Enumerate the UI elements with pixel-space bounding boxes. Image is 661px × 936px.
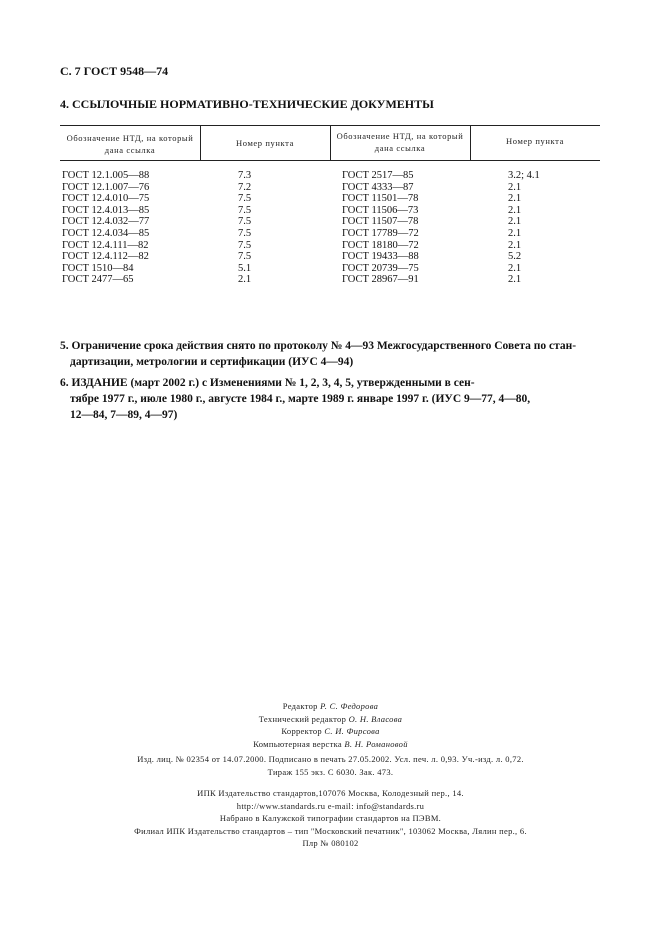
table-cell: ГОСТ 12.4.010—75	[62, 193, 150, 205]
paragraph-line: 12—84, 7—89, 4—97)	[70, 409, 178, 421]
publisher-block	[0, 787, 661, 850]
table-cell: ГОСТ 12.1.007—76	[62, 181, 150, 193]
table-cell: ГОСТ 11501—78	[342, 193, 419, 205]
branch-line: Филиал ИПК Издательство стандартов – тип "Московский печатник", 103062 Москва, Лялин пер., 6.	[134, 825, 527, 836]
corrector-name: С. И. Фирсова	[324, 726, 380, 736]
table-cell: ГОСТ 4333—87	[342, 181, 414, 193]
editor-name: Р. С. Федорова	[320, 701, 379, 711]
table-cell: 2.1	[238, 274, 252, 286]
table-cell: ГОСТ 28967—91	[342, 274, 419, 286]
table-cell: 7.3	[238, 170, 252, 181]
table-cell: ГОСТ 12.4.013—85	[62, 204, 150, 216]
table-cell: ГОСТ 2517—85	[342, 170, 414, 181]
typeset-line: Набрано в Калужской типографии стандартов на ПЭВМ.	[219, 813, 442, 823]
table-cell: 2.1	[508, 274, 522, 286]
paragraph-line: 6. ИЗДАНИЕ (март 2002 г.) с Изменениями № 1, 2, 3, 4, 5, утвержденными в сен-	[60, 377, 475, 389]
table-cell: ГОСТ 11507—78	[342, 216, 419, 228]
table-cell: ГОСТ 20739—75	[342, 262, 419, 274]
header-item-left: Номер пункта	[236, 138, 294, 148]
table-cell: 2.1	[508, 193, 522, 205]
reference-documents-table	[60, 125, 600, 321]
paragraph-line: тябре 1977 г., июле 1980 г., августе 1984 г., марте 1989 г. январе 1997 г. (ИУС 9—77, 4—80,	[70, 393, 531, 405]
right-doc-column	[342, 170, 419, 286]
table-cell: 2.1	[508, 239, 522, 251]
layout-name: В. Н. Романовой	[344, 738, 408, 749]
table-cell: 2.1	[508, 204, 522, 216]
tech-editor-line: Технический редактор О. Н. Власова	[258, 713, 403, 724]
tech-editor-name: О. Н. Власова	[348, 713, 403, 724]
table-cell: ГОСТ 1510—84	[62, 262, 134, 274]
table-cell: ГОСТ 19433—88	[342, 251, 419, 263]
section-5-paragraph	[60, 338, 620, 370]
table-cell: 7.5	[238, 193, 252, 205]
table-cell: 7.5	[238, 251, 252, 263]
publisher-line: ИПК Издательство стандартов,107076 Москва, Колодезный пер., 14.	[197, 788, 464, 798]
table-cell: 7.2	[238, 181, 252, 193]
credits-block	[0, 700, 661, 750]
table-cell: 2.1	[508, 227, 522, 239]
section-4-title: 4. ССЫЛОЧНЫЕ НОРМАТИВНО-ТЕХНИЧЕСКИЕ ДОКУМЕНТЫ	[60, 97, 434, 111]
left-item-column	[238, 170, 251, 286]
header-designation-right: Обозначение НТД, на который дана ссылка	[336, 131, 464, 153]
page-header: С. 7 ГОСТ 9548—74	[60, 64, 169, 78]
table-cell: ГОСТ 11506—73	[342, 204, 419, 216]
web-line: http://www.standards.ru e-mail: info@standards.ru	[236, 800, 425, 811]
table-cell: 2.1	[508, 216, 522, 228]
section-6-paragraph	[60, 375, 620, 423]
table-cell: 7.5	[238, 239, 252, 251]
plr-line: Плр № 080102	[302, 838, 359, 848]
table-cell: 7.5	[238, 216, 252, 228]
table-cell: ГОСТ 17789—72	[342, 227, 419, 239]
table-cell: ГОСТ 12.1.005—88	[62, 170, 150, 181]
table-cell: 5.1	[238, 262, 252, 274]
table-cell: 3.2; 4.1	[508, 170, 540, 181]
paragraph-line: 5. Ограничение срока действия снято по протоколу № 4—93 Межгосударственного Совета по стан-	[60, 340, 577, 352]
table-cell: 5.2	[508, 251, 522, 263]
paragraph-line: дартизации, метрологии и сертификации (ИУС 4—94)	[70, 356, 354, 368]
table-cell: ГОСТ 12.4.032—77	[62, 216, 150, 228]
table-cell: ГОСТ 12.4.034—85	[62, 227, 150, 239]
table-cell: 7.5	[238, 204, 252, 216]
print-details	[0, 753, 661, 778]
left-doc-column	[62, 170, 149, 286]
corrector-line: Корректор С. И. Фирсова	[281, 726, 380, 736]
layout-line: Компьютерная верстка В. Н. Романовой	[253, 738, 408, 749]
license-line: Изд. лиц. № 02354 от 14.07.2000. Подписано в печать 27.05.2002. Усл. печ. л. 0,93. Уч.-изд. л. 0,72.	[137, 754, 524, 764]
print-run-line: Тираж 155 экз. С 6030. Зак. 473.	[267, 766, 394, 777]
table-divider	[330, 125, 331, 160]
right-item-column	[508, 170, 540, 286]
header-item-right: Номер пункта	[506, 136, 564, 146]
table-cell: ГОСТ 12.4.112—82	[62, 251, 149, 263]
table-header-rule	[60, 160, 600, 161]
table-divider	[470, 125, 471, 160]
table-cell: ГОСТ 12.4.111—82	[62, 239, 149, 251]
table-cell: ГОСТ 2477—65	[62, 274, 134, 286]
table-divider	[200, 125, 201, 160]
table-cell: 2.1	[508, 181, 522, 193]
table-cell: 7.5	[238, 227, 252, 239]
editor-line: Редактор Р. С. Федорова	[282, 701, 379, 711]
header-designation-left: Обозначение НТД, на который дана ссылка	[66, 133, 194, 155]
table-cell: 2.1	[508, 262, 522, 274]
table-cell: ГОСТ 18180—72	[342, 239, 419, 251]
